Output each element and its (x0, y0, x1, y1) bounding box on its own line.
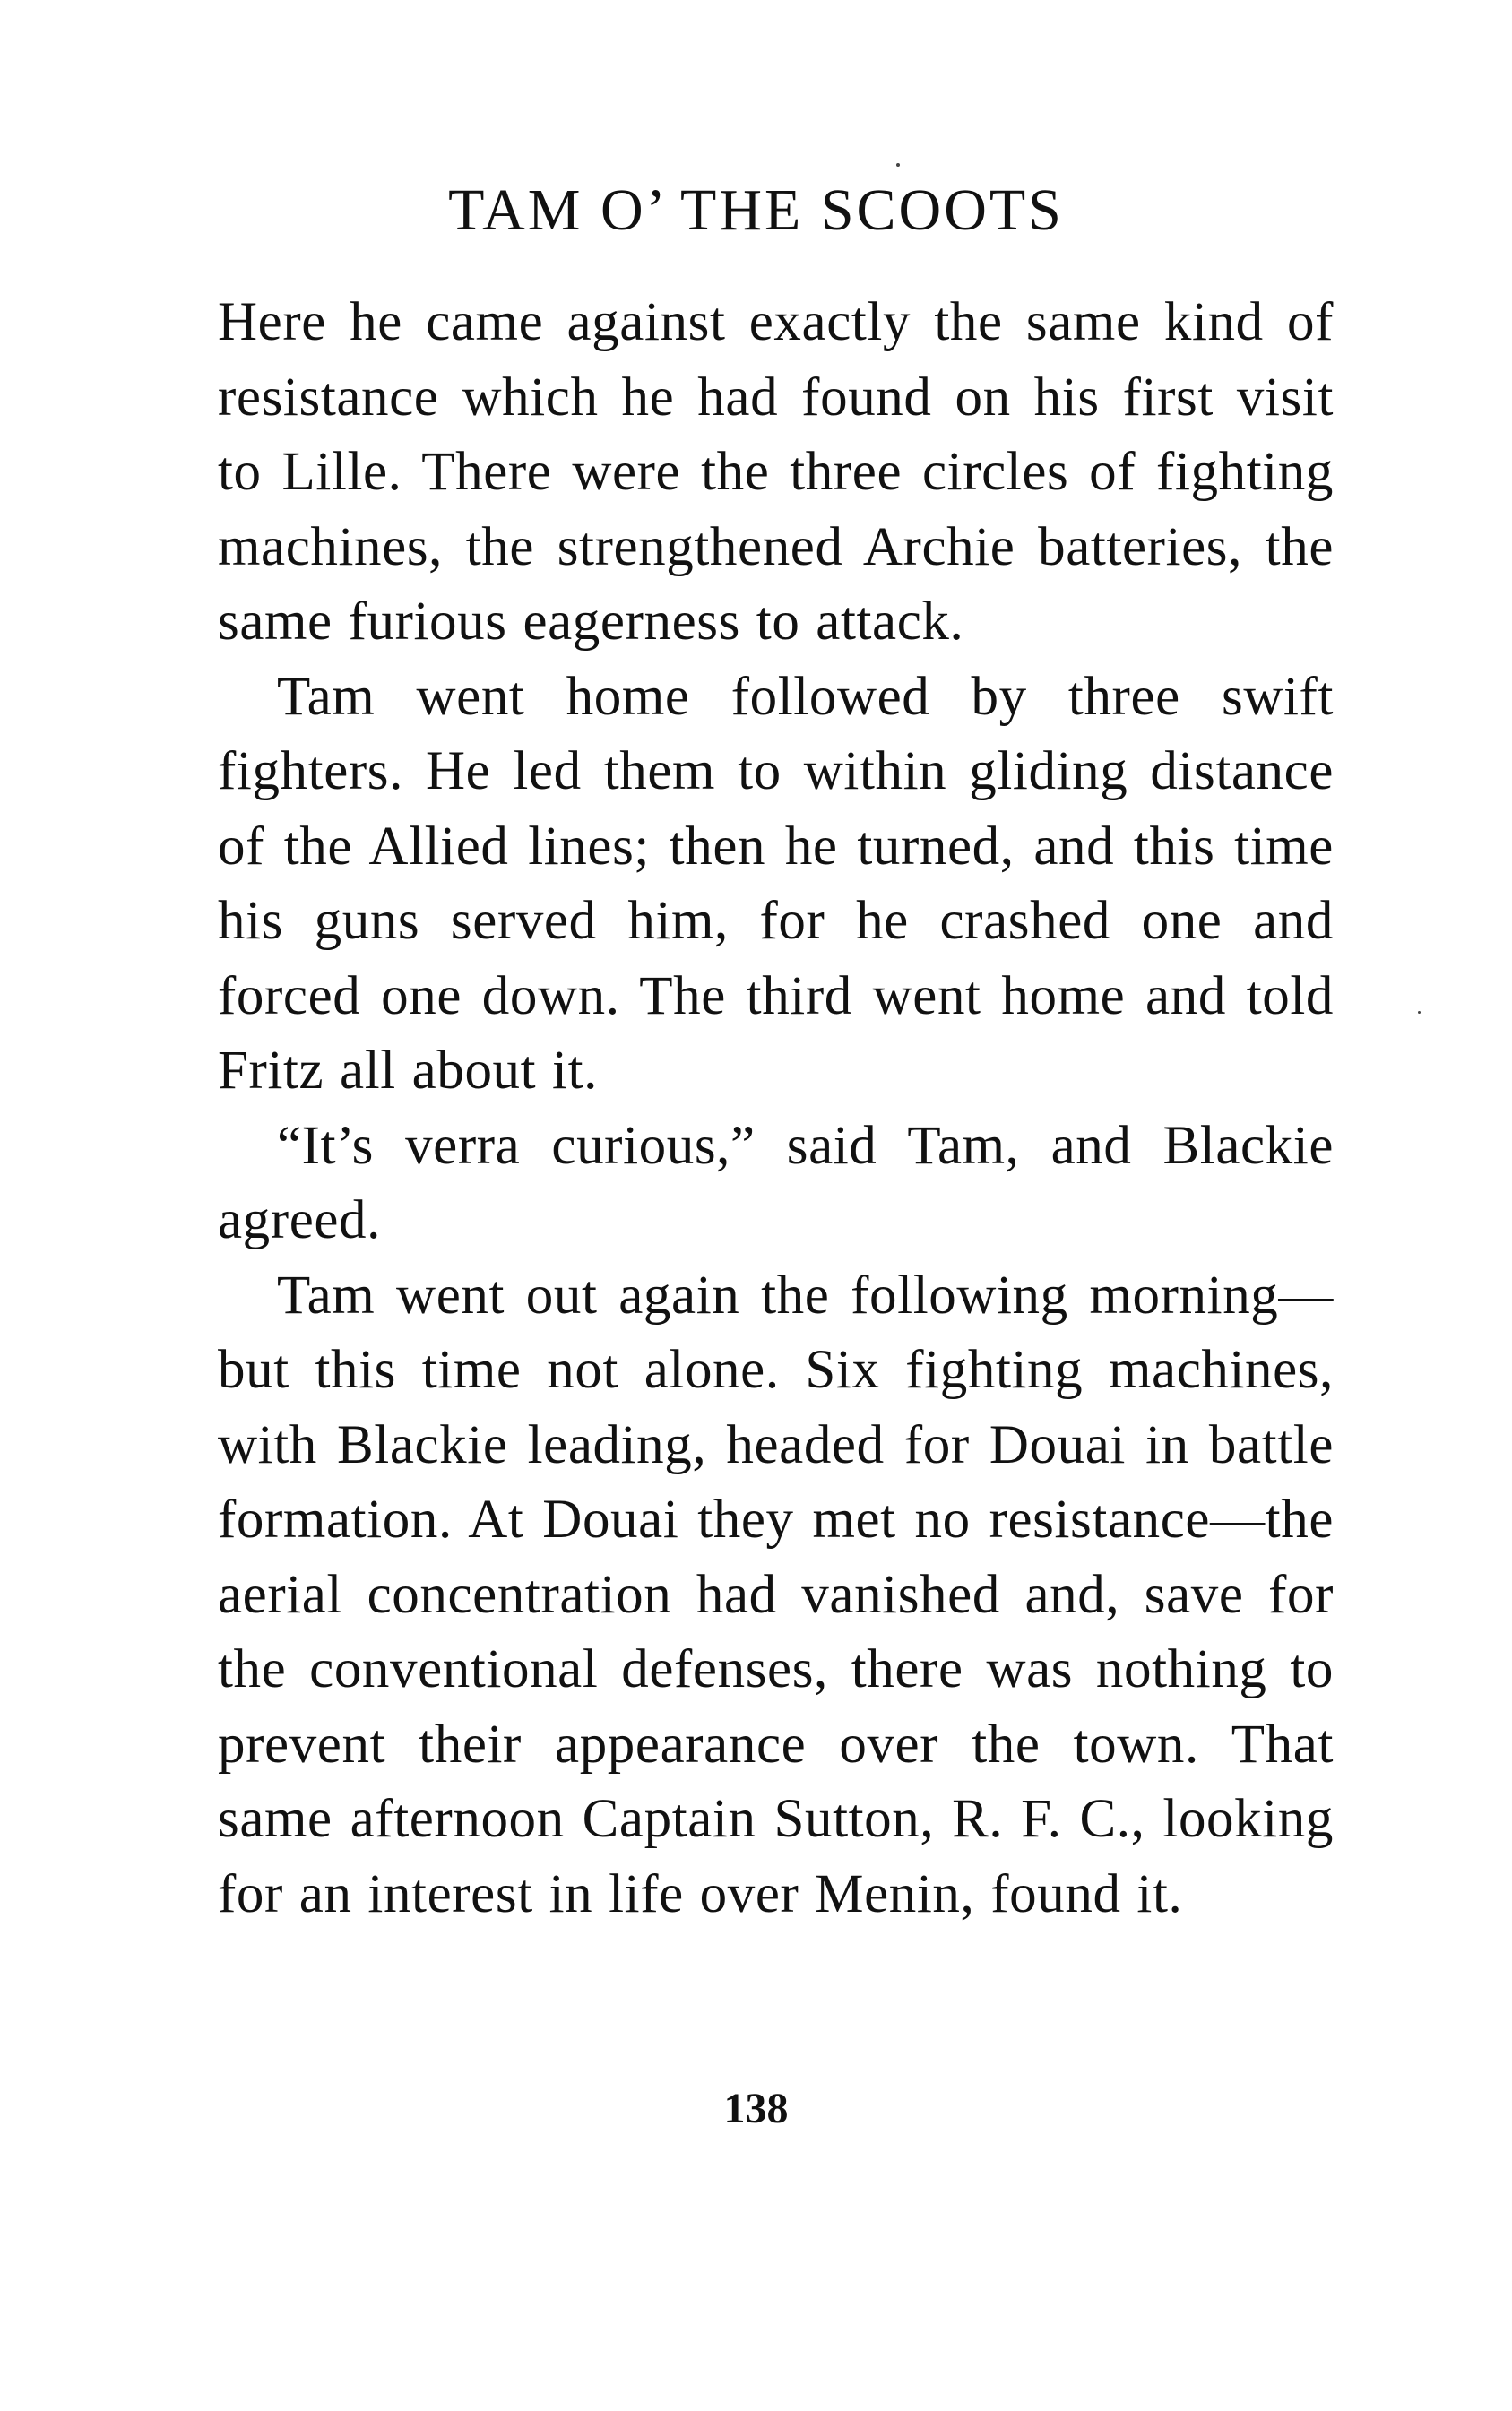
paragraph: “It’s verra curious,” said Tam, and Blackie agreed. (218, 1115, 1334, 1250)
paragraph: Tam went home followed by three swift fighters. He led them to within gliding distance of the Allied lines; then he turned, and this time his guns served him, for he crashed one and forced one down. The third went home and told Fritz all about it. (218, 666, 1334, 1101)
print-speck (1418, 1011, 1421, 1014)
body-text (218, 285, 1334, 1931)
print-speck (896, 163, 900, 167)
paragraph: Tam went out again the following morning—but this time not alone. Six fighting machines, with Blackie leading, headed for Douai in battle formation. At Douai they met no resistance—the aerial concentration had vanished and, save for the conventional defenses, there was nothing to prevent their appearance over the town. That same afternoon Captain Sutton, R. F. C., looking for an interest in life over Menin, found it. (218, 1265, 1334, 1924)
paragraph: Here he came against exactly the same kind of resistance which he had found on his first visit to Lille. There were the three circles of fighting machines, the strengthened Archie batteries, the same furious eagerness to attack. (218, 292, 1334, 652)
running-title: TAM O’ THE SCOOTS (448, 177, 1064, 243)
page-number: 138 (723, 2085, 789, 2132)
